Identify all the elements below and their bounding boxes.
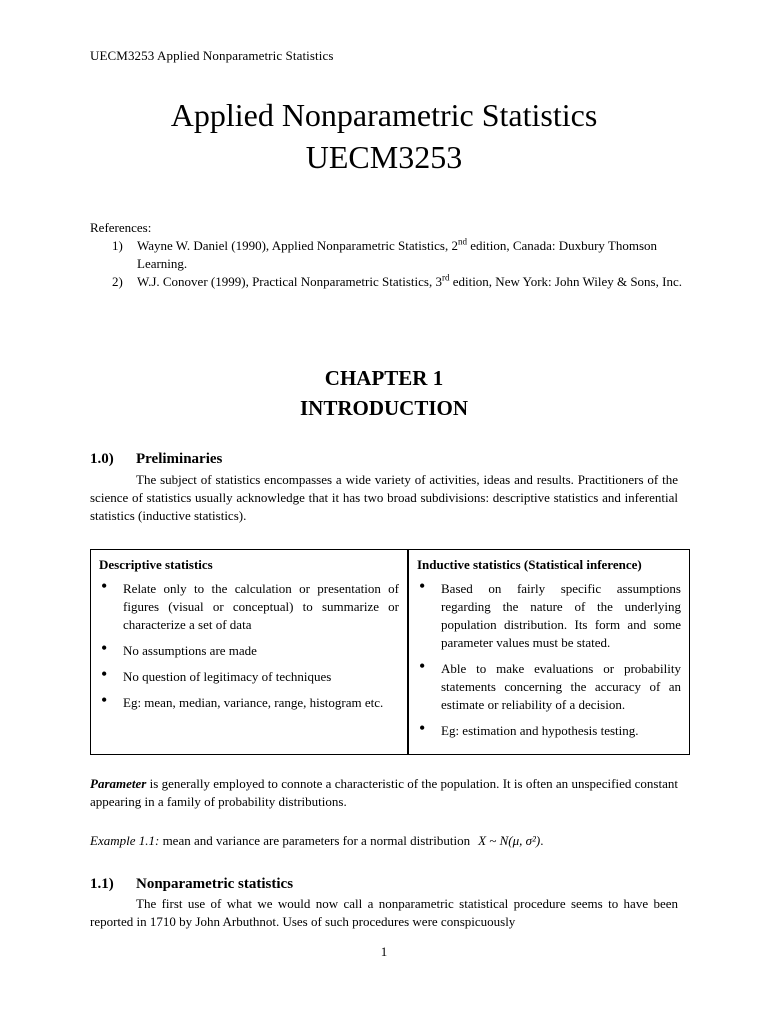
running-header: UECM3253 Applied Nonparametric Statistics bbox=[90, 48, 334, 63]
inductive-statistics-column bbox=[408, 550, 690, 755]
example-text: mean and variance are parameters for a normal distribution bbox=[159, 833, 471, 848]
section-title: Preliminaries bbox=[136, 451, 223, 467]
normal-distribution-formula: X ~ N(μ, σ²) bbox=[478, 833, 541, 848]
bullet-text: Eg: mean, median, variance, range, histogram etc. bbox=[123, 695, 384, 710]
bullet-item: • Able to make evaluations or probability statements concerning the accuracy of an estimate or reliability of a decision. bbox=[419, 656, 681, 712]
bullet-item: • Eg: mean, median, variance, range, histogram etc. bbox=[101, 690, 384, 710]
bullet-item: • No question of legitimacy of techniques bbox=[101, 664, 332, 684]
reference-item bbox=[90, 273, 690, 291]
references-list bbox=[90, 237, 690, 291]
reference-item bbox=[90, 237, 690, 273]
references-heading: References: bbox=[90, 220, 152, 235]
column-heading: Inductive statistics (Statistical inference) bbox=[417, 557, 642, 572]
chapter-heading bbox=[0, 363, 768, 423]
example-1-1 bbox=[90, 833, 690, 849]
example-end: . bbox=[540, 833, 544, 848]
bullet-text: No assumptions are made bbox=[123, 643, 257, 658]
page-number: 1 bbox=[380, 944, 388, 959]
reference-text-start: Wayne W. Daniel (1990), Applied Nonparametric Statistics, 2 bbox=[137, 238, 458, 253]
section-number: 1.1) bbox=[90, 876, 114, 892]
bullet-item: • Eg: estimation and hypothesis testing. bbox=[419, 718, 639, 738]
section-title: Nonparametric statistics bbox=[136, 876, 294, 892]
bullet-text: Eg: estimation and hypothesis testing. bbox=[441, 723, 639, 738]
reference-superscript: rd bbox=[441, 272, 450, 283]
bullet-item: • Based on fairly specific assumptions regarding the nature of the underlying population distribution. Its form and some parameter values must be stated. bbox=[419, 576, 681, 650]
paragraph-text: The first use of what we would now call a nonparametric statistical procedure seems to have been reported in 1710 by John Arbuthnot. Uses of such procedures were conspicuously bbox=[90, 896, 678, 929]
reference-superscript: nd bbox=[458, 236, 467, 247]
bullet-text: Relate only to the calculation or presentation of figures (visual or conceptual) to summarize or characterize a set of data bbox=[123, 581, 399, 632]
section-number: 1.0) bbox=[90, 451, 114, 467]
reference-text-end: edition, New York: John Wiley & Sons, Inc. bbox=[449, 274, 682, 289]
section-heading-nonparametric bbox=[90, 876, 293, 893]
bullet-text: No question of legitimacy of techniques bbox=[123, 669, 332, 684]
document-title bbox=[0, 94, 768, 178]
section-heading-preliminaries bbox=[90, 451, 222, 468]
chapter-title: INTRODUCTION bbox=[299, 396, 469, 420]
paragraph-text: The subject of statistics encompasses a wide variety of activities, ideas and results. Practitioners of the science of statistics usually acknowledge that it has two broad subdivisions: descriptive statistics and inferential statistics (inductive statistics). bbox=[90, 472, 678, 523]
reference-number: 1) bbox=[112, 238, 123, 253]
preliminaries-paragraph bbox=[90, 471, 678, 525]
parameter-text: is generally employed to connote a characteristic of the population. It is often an unspecified constant appearing in a family of probability distributions. bbox=[90, 776, 678, 809]
reference-number: 2) bbox=[112, 274, 123, 289]
nonparametric-paragraph bbox=[90, 895, 678, 931]
example-label: Example 1.1: bbox=[90, 833, 160, 848]
bullet-item: • No assumptions are made bbox=[101, 638, 257, 658]
references bbox=[90, 219, 690, 291]
descriptive-statistics-column bbox=[91, 550, 409, 755]
chapter-number: CHAPTER 1 bbox=[324, 366, 444, 390]
bullet-item: • Relate only to the calculation or presentation of figures (visual or conceptual) to summarize or characterize a set of data bbox=[101, 576, 399, 632]
title-line-2: UECM3253 bbox=[305, 139, 463, 175]
column-heading: Descriptive statistics bbox=[99, 557, 213, 572]
title-line-1: Applied Nonparametric Statistics bbox=[170, 97, 598, 133]
parameter-term: Parameter bbox=[90, 776, 147, 791]
parameter-definition bbox=[90, 775, 678, 811]
bullet-text: Based on fairly specific assumptions regarding the nature of the underlying population distribution. Its form and some parameter values must be stated. bbox=[441, 581, 681, 650]
statistics-comparison-table bbox=[90, 549, 690, 755]
bullet-text: Able to make evaluations or probability statements concerning the accuracy of an estimate or reliability of a decision. bbox=[441, 661, 681, 712]
reference-text-start: W.J. Conover (1999), Practical Nonparametric Statistics, 3 bbox=[137, 274, 442, 289]
reference-text-end: edition, Canada: Duxbury Thomson Learning. bbox=[137, 238, 658, 271]
